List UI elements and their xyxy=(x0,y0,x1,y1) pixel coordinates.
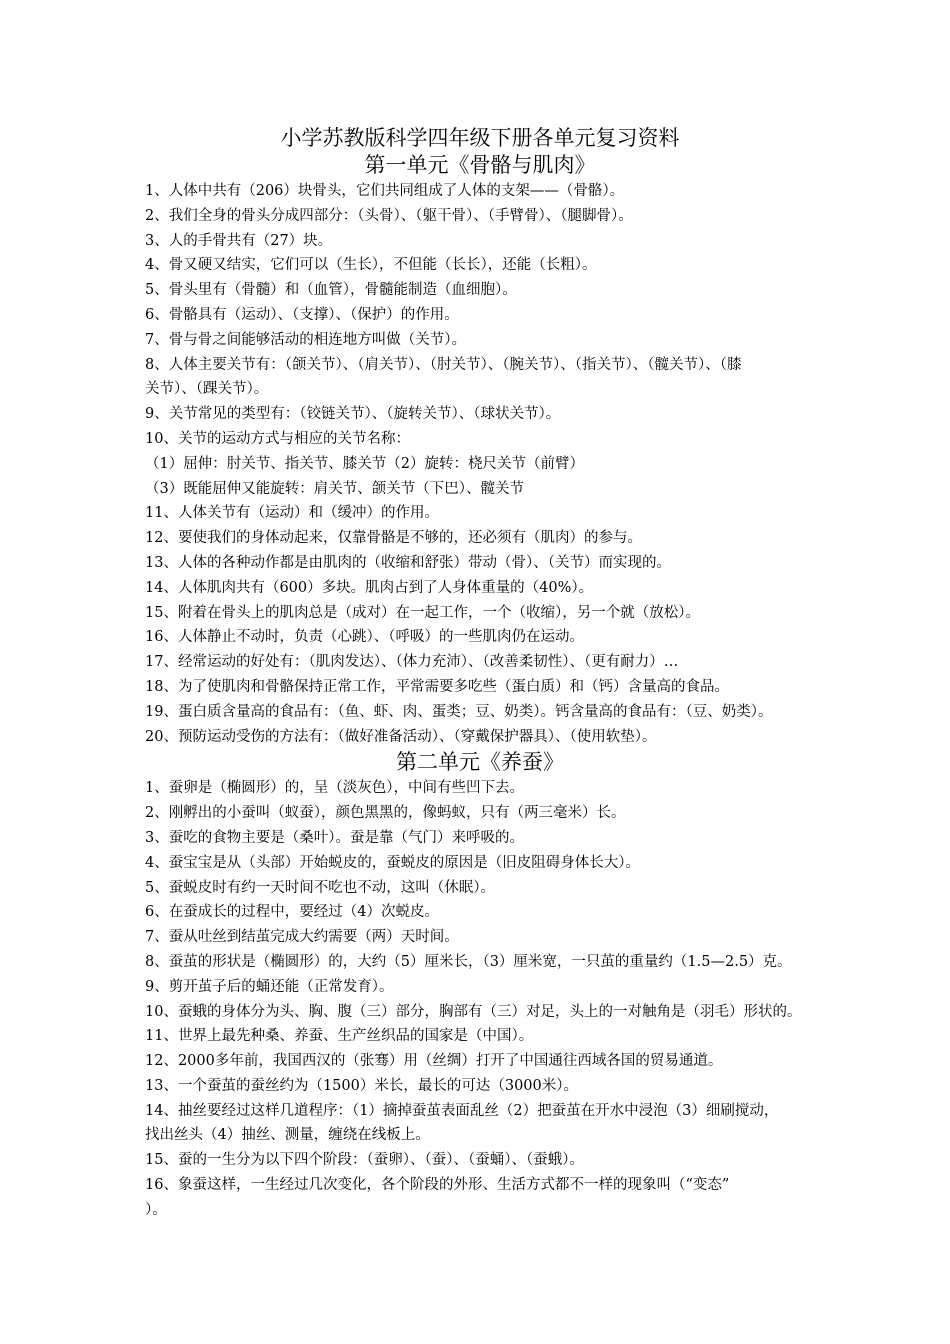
list-item-line: 关节）、（踝关节）。 xyxy=(145,381,269,398)
list-item-line: 5、骨头里有（骨髓）和（血管），骨髓能制造（血细胞）。 xyxy=(145,282,517,299)
list-item xyxy=(145,551,815,576)
list-item xyxy=(145,576,815,601)
list-item xyxy=(145,876,815,901)
list-item xyxy=(145,900,815,925)
list-item-line: 14、人体肌肉共有（600）多块。肌肉占到了人身体重量的（40%）。 xyxy=(145,579,594,596)
list-item xyxy=(145,402,815,427)
list-item-line: 2、我们全身的骨头分成四部分：（头骨）、（躯干骨）、（手臂骨）、（腿脚骨）。 xyxy=(145,207,633,224)
list-item-line: 19、蛋白质含量高的食品有：（鱼、虾、肉、蛋类；豆、奶类）。钙含量高的食品有：（豆、奶类）。 xyxy=(145,703,773,720)
list-item-line: 11、人体关节有（运动）和（缓冲）的作用。 xyxy=(145,505,439,522)
list-item xyxy=(145,303,815,328)
list-item xyxy=(145,179,815,204)
unit-2-item-list xyxy=(145,776,815,1222)
list-item-line: 9、剪开茧子后的蛹还能（正常发育）。 xyxy=(145,978,394,995)
list-item-line: 10、蚕蛾的身体分为头、胸、腹（三）部分，胸部有（三）对足，头上的一对触角是（羽毛）形状的。 xyxy=(145,1003,802,1020)
list-item-line: （3）既能屈伸又能旋转：肩关节、颌关节（下巴）、髋关节 xyxy=(145,480,524,497)
list-item xyxy=(145,801,815,826)
list-item-line: 11、世界上最先种桑、养蚕、生产丝织品的国家是（中国）。 xyxy=(145,1028,534,1045)
document-title: 小学苏教版科学四年级下册各单元复习资料 xyxy=(280,126,680,150)
list-item-line: 17、经常运动的好处有：（肌肉发达）、（体力充沛）、（改善柔韧性）、（更有耐力）… xyxy=(145,654,679,671)
unit-1-title: 第一单元《骨骼与肌肉》 xyxy=(364,153,596,177)
list-item-line: 6、骨骼具有（运动）、（支撑）、（保护）的作用。 xyxy=(145,306,459,323)
unit-2-section xyxy=(145,749,815,1222)
list-item xyxy=(145,1099,815,1149)
list-item xyxy=(145,1049,815,1074)
list-item xyxy=(145,975,815,1000)
list-item-line: ）。 xyxy=(145,1201,167,1218)
unit-2-title: 第二单元《养蚕》 xyxy=(396,750,564,775)
list-item xyxy=(145,501,815,526)
list-item xyxy=(145,776,815,801)
unit-1-item-list xyxy=(145,179,815,749)
list-item-line: 6、在蚕成长的过程中，要经过（4）次蜕皮。 xyxy=(145,904,439,921)
list-item-line: 20、预防运动受伤的方法有：（做好准备活动）、（穿戴保护器具）、（使用软垫）。 xyxy=(145,728,657,745)
list-item-line: 15、蚕的一生分为以下四个阶段：（蚕卵）、（蚕）、（蚕蛹）、（蚕蛾）。 xyxy=(145,1152,584,1169)
list-item xyxy=(145,353,815,403)
list-item xyxy=(145,1000,815,1025)
list-item xyxy=(145,1148,815,1173)
list-item-line: 找出丝头（4）抽丝、测量，缠绕在线板上。 xyxy=(145,1127,430,1144)
list-item-line: 5、蚕蜕皮时有约一天时间不吃也不动，这叫（休眠）。 xyxy=(145,879,495,896)
list-item-line: 4、骨又硬又结实，它们可以（生长），不但能（长长），还能（长粗）。 xyxy=(145,257,597,274)
list-item-line: 14、抽丝要经过这样几道程序：（1）摘掉蚕茧表面乱丝（2）把蚕茧在开水中浸泡（3）细刷搅动， xyxy=(145,1102,779,1119)
list-item-line: 8、人体主要关节有：（颌关节）、（肩关节）、（肘关节）、（腕关节）、（指关节）、（髋关节）、（膝 xyxy=(145,356,742,373)
list-item-line: 15、附着在骨头上的肌肉总是（成对）在一起工作，一个（收缩），另一个就（放松）。 xyxy=(145,604,700,621)
list-item-line: 9、关节常见的类型有：（铰链关节）、（旋转关节）、（球状关节）。 xyxy=(145,406,561,423)
list-item-line: 1、蚕卵是（椭圆形）的，呈（淡灰色），中间有些凹下去。 xyxy=(145,780,524,797)
list-item xyxy=(145,477,815,502)
list-item xyxy=(145,452,815,477)
document-page xyxy=(145,124,815,1223)
list-item xyxy=(145,328,815,353)
list-item-line: 13、一个蚕茧的蚕丝约为（1500）米长，最长的可达（3000米）。 xyxy=(145,1077,579,1094)
list-item xyxy=(145,229,815,254)
list-item-line: 8、蚕茧的形状是（椭圆形）的，大约（5）厘米长，（3）厘米宽，一只茧的重量约（1.5—2.5）克。 xyxy=(145,953,792,970)
list-item xyxy=(145,253,815,278)
list-item-line: 12、2000多年前，我国西汉的（张骞）用（丝绸）打开了中国通往西域各国的贸易通道。 xyxy=(145,1053,723,1070)
list-item-line: 2、刚孵出的小蚕叫（蚁蚕），颜色黑黑的，像蚂蚁，只有（两三毫米）长。 xyxy=(145,805,626,822)
list-item xyxy=(145,1024,815,1049)
unit-1-section xyxy=(145,152,815,749)
list-item-line: 16、人体静止不动时，负责（心跳）、（呼吸）的一些肌肉仍在运动。 xyxy=(145,629,584,646)
list-item-line: （1）屈伸：肘关节、指关节、膝关节（2）旋转：桡尺关节（前臂） xyxy=(145,455,584,472)
list-item-line: 16、象蚕这样，一生经过几次变化，各个阶段的外形、生活方式都不一样的现象叫（“变态” xyxy=(145,1177,730,1194)
list-item xyxy=(145,526,815,551)
list-item xyxy=(145,650,815,675)
list-item xyxy=(145,725,815,750)
list-item xyxy=(145,700,815,725)
list-item-line: 3、人的手骨共有（27）块。 xyxy=(145,232,333,249)
list-item xyxy=(145,675,815,700)
list-item xyxy=(145,1173,815,1223)
list-item xyxy=(145,278,815,303)
list-item-line: 12、要使我们的身体动起来，仅靠骨骼是不够的，还必须有（肌肉）的参与。 xyxy=(145,530,642,547)
list-item-line: 1、人体中共有（206）块骨头，它们共同组成了人体的支架——（骨骼）。 xyxy=(145,183,625,199)
list-item-line: 4、蚕宝宝是从（头部）开始蜕皮的，蚕蜕皮的原因是（旧皮阻碍身体长大）。 xyxy=(145,854,640,871)
list-item-line: 3、蚕吃的食物主要是（桑叶）。蚕是靠（气门）来呼吸的。 xyxy=(145,829,524,846)
list-item xyxy=(145,1074,815,1099)
list-item-line: 18、为了使肌肉和骨骼保持正常工作，平常需要多吃些（蛋白质）和（钙）含量高的食品。 xyxy=(145,678,729,695)
list-item xyxy=(145,601,815,626)
list-item xyxy=(145,204,815,229)
list-item xyxy=(145,950,815,975)
list-item xyxy=(145,826,815,851)
list-item xyxy=(145,925,815,950)
list-item-line: 13、人体的各种动作都是由肌肉的（收缩和舒张）带动（骨）、（关节）而实现的。 xyxy=(145,554,671,571)
list-item xyxy=(145,625,815,650)
list-item-line: 10、关节的运动方式与相应的关节名称： xyxy=(145,430,410,447)
list-item-line: 7、蚕从吐丝到结茧完成大约需要（两）天时间。 xyxy=(145,929,459,946)
list-item xyxy=(145,851,815,876)
list-item xyxy=(145,427,815,452)
list-item-line: 7、骨与骨之间能够活动的相连地方叫做（关节）。 xyxy=(145,331,466,348)
